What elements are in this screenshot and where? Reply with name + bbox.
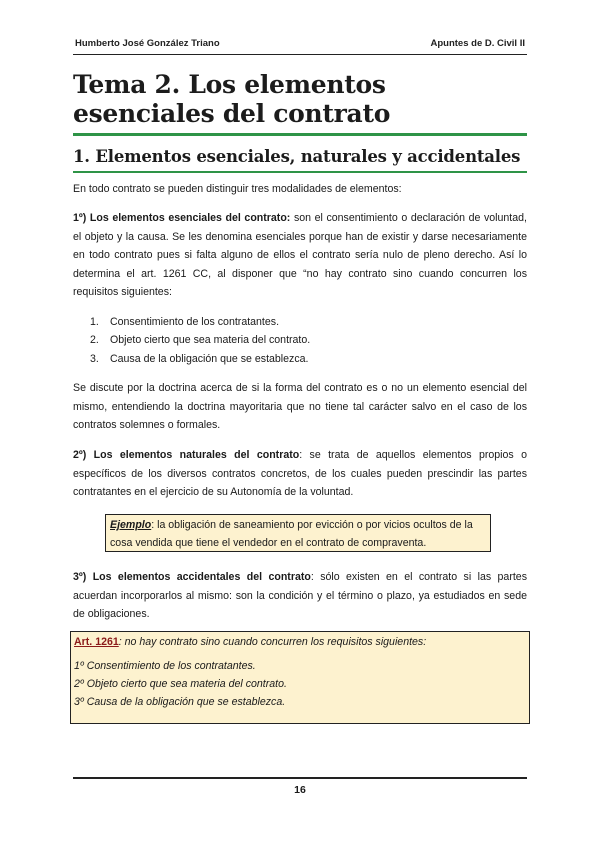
list-item-number: 1.: [90, 316, 99, 328]
example-box: [105, 514, 491, 552]
list-item-text: Consentimiento de los contratantes.: [110, 316, 280, 328]
list-item: [73, 313, 527, 331]
article-item: 2º Objeto cierto que sea materia del contrato.: [74, 678, 287, 690]
section-underline: [73, 171, 527, 173]
header-subject: Apuntes de D. Civil II: [430, 38, 525, 49]
accidentales-paragraph: [73, 568, 527, 624]
forma-paragraph: Se discute por la doctrina acerca de si la forma del contrato es o no un elemento esencial del mismo, entendiendo la doctrina mayoritaria que no tiene tal carácter salvo en el caso de los contratos solemnes o formales.: [73, 382, 527, 432]
list-item-number: 2.: [90, 334, 99, 347]
requisitos-list: [73, 313, 527, 368]
article-box: [70, 631, 530, 724]
esenciales-paragraph: [73, 209, 527, 302]
title-underline: [73, 133, 527, 136]
article-intro: : no hay contrato sino cuando concurren los requisitos siguientes:: [118, 636, 427, 648]
example-text: : la obligación de saneamiento por evicción o por vicios ocultos de la cosa vendida que tiene el vendedor en el contrato de compraventa.: [110, 519, 473, 549]
list-item-text: Causa de la obligación que se establezca.: [110, 352, 309, 365]
article-item: 3º Causa de la obligación que se establezca.: [74, 696, 286, 708]
chapter-title: Tema 2. Los elementos esenciales del contrato: [73, 70, 391, 128]
article-heading: [74, 633, 526, 651]
list-item: [73, 331, 527, 349]
footer-rule: [73, 777, 527, 779]
list-item-text: Objeto cierto que sea materia del contrato.: [110, 334, 311, 347]
naturales-label: 2º) Los elementos naturales del contrato: [73, 449, 300, 461]
accidentales-label: 3º) Los elementos accidentales del contrato: [73, 571, 311, 583]
header-author: Humberto José González Triano: [75, 38, 220, 49]
esenciales-text: son el consentimiento o declaración de voluntad, el objeto y la causa. Se les denomina esenciales porque han de existir y darse necesariamente en todo contrato pues si falta alguno de ellos el contrato sería nulo de pleno derecho. Así lo determina el art. 1261 CC, al disponer que “no hay contrato sino cuando concurren los requisitos siguientes:: [73, 212, 527, 299]
section-heading: 1. Elementos esenciales, naturales y accidentales: [73, 147, 521, 166]
naturales-paragraph: [73, 446, 527, 502]
intro-paragraph: En todo contrato se pueden distinguir tres modalidades de elementos:: [73, 183, 402, 195]
article-item: 1º Consentimiento de los contratantes.: [74, 660, 256, 672]
list-item: [73, 350, 527, 368]
article-label: Art. 1261: [74, 636, 119, 648]
list-item-number: 3.: [90, 352, 99, 365]
page-number: 16: [294, 784, 306, 796]
accidentales-text: : sólo existen en el contrato si las partes acuerdan incorporarlos al mismo: son la condición y el término o plazo, ya estudiados en sede de obligaciones.: [73, 571, 527, 621]
example-label: Ejemplo: [110, 519, 152, 531]
naturales-text: : se trata de aquellos elementos propios o específicos de los diversos contratos concretos, de los cuales pueden prescindir las partes contratantes en el ejercicio de su Autonomía de la voluntad.: [73, 449, 527, 499]
page-header: [73, 36, 527, 55]
esenciales-label: 1º) Los elementos esenciales del contrato:: [73, 212, 291, 224]
